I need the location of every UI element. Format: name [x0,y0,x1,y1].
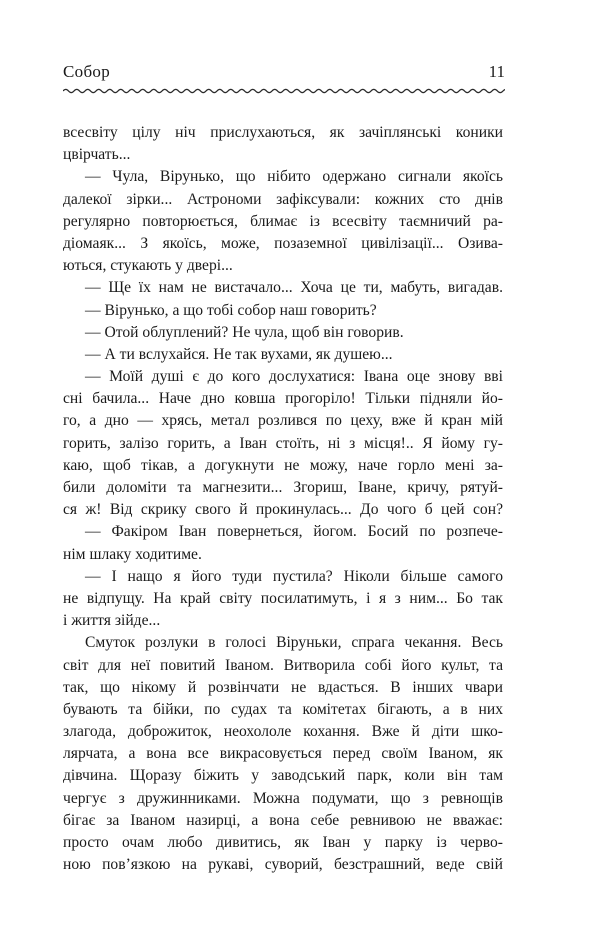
text-line: — Моїй душі є до кого дослухатися: Івана оце знову вві [85,368,503,386]
text-line: Смуток розлуки в голосі Віруньки, спрага чекання. Весь [85,634,503,652]
text-line: регулярно повторюється, блимає із всесвіту таємничий ра- [63,212,503,230]
text-line: били доломіти та магнезити... Згориш, Іване, кричу, рятуй- [63,479,503,496]
text-line: ною пов’язкою на рукаві, суворий, безстрашний, веде свій [63,856,503,874]
text-line: бувають та бійки, по судах та комітетах бігають, а в них [63,700,503,718]
text-line: — І нащо я його туди пустила? Ніколи більше самого [85,567,503,585]
text-line: горить, залізо горить, а Іван стоїть, ні з місця!.. Я йому гу- [63,434,503,452]
text-line: діомаяк... З якоїсь, може, позаземної цивілізації... Озива- [63,234,503,252]
text-line: нім шлаку ходитиме. [63,545,202,563]
text-line: го, а дно — хрясь, метал розлився по цеху, вже й кран мій [63,412,503,430]
text-line: — Отой облуплений? Не чула, щоб він говорив. [85,323,404,341]
text-line: — А ти вслухайся. Не так вухами, як душею... [85,345,393,363]
text-line: всесвіту цілу ніч прислухаються, як зачіплянські коники [63,124,503,141]
running-header [63,62,505,84]
text-line: — Вірунько, а що тобі собор наш говорить? [85,301,377,319]
text-line: злагода, доброжиток, неохололе кохання. Вже й діти шко- [63,723,503,741]
page-text [63,122,503,876]
text-line: не відпущу. На край світу посилатимуть, і я з ним... Бо так [63,589,503,607]
text-line: дівчина. Щоразу біжить у заводський парк, коли він там [63,767,503,785]
text-line: лярчата, а вона все викрасовується перед своїм Іваном, як [63,745,503,763]
wavy-divider [63,85,505,97]
text-line: сні бачила... Наче дно ковша прогоріло! Тільки підняли йо- [63,390,503,408]
text-line: — Ще їх нам не вистачало... Хоча це ти, мабуть, вигадав. [85,279,503,297]
text-line: ся ж! Від скрику свого й прокинулась... До чого б цей сон? [63,501,503,519]
page-number: 11 [488,62,505,81]
text-line: і життя зійде... [63,612,161,630]
running-title: Собор [63,62,110,81]
text-line: далекої зірки... Астрономи зафіксували: кожних сто днів [63,190,503,208]
text-line: — Факіром Іван повернеться, йогом. Босий по розпече- [85,523,503,541]
text-line: каю, щоб тікав, а догукнути не можу, наче горло мені за- [63,456,503,474]
text-line: так, що нікому й розвінчати не вдасться. В інших чвари [63,678,503,696]
text-line: ються, стукають у двері... [63,257,233,275]
text-line: бігає за Іваном назирці, а вона себе ревнивою не вважає: [63,811,503,829]
text-line: світ для неї повитий Іваном. Витворила собі його культ, та [63,656,503,674]
text-line: — Чула, Вірунько, що нібито одержано сигнали якоїсь [85,168,503,186]
text-line: цвірчать... [63,146,131,164]
text-line: просто очам любо дивитись, як Іван у парку із черво- [63,834,503,851]
text-line: чергує з дружинниками. Можна подумати, що з ревнощів [63,789,503,807]
